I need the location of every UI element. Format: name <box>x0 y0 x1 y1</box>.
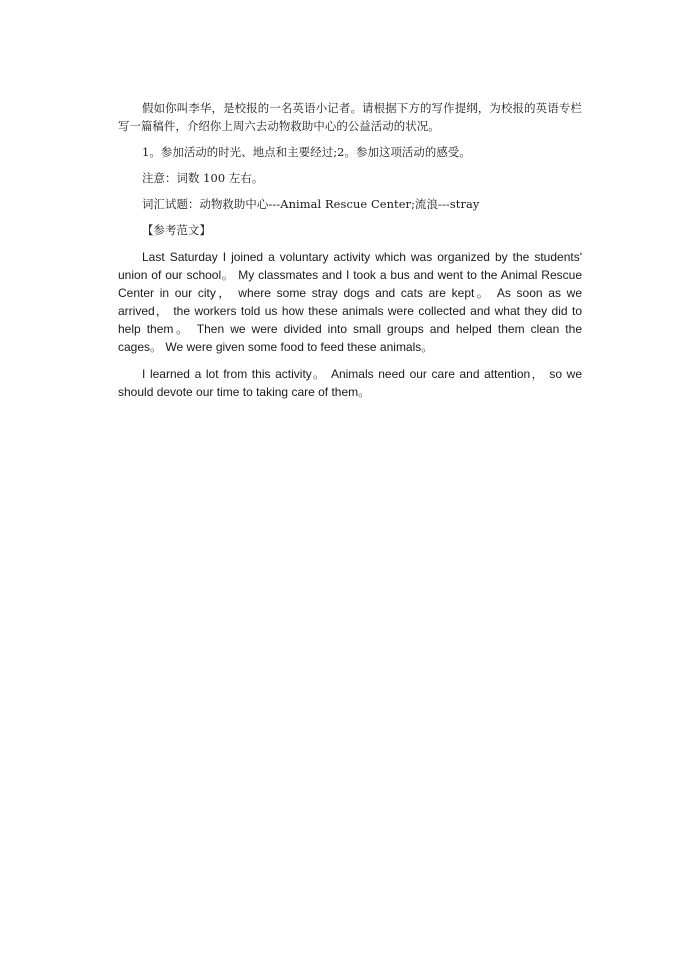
reference-heading: 【参考范文】 <box>142 223 211 237</box>
document-body <box>118 99 582 401</box>
vocabulary-hint: 词汇试题：动物救助中心---Animal Rescue Center;流浪---stray <box>142 197 480 211</box>
word-count-note: 注意：词数 100 左右。 <box>142 171 264 185</box>
writing-prompt: 假如你叫李华，是校报的一名英语小记者。请根据下方的写作提纲，为校报的英语专栏写一篇稿件，介绍你上周六去动物救助中心的公益活动的状况。 <box>118 101 582 133</box>
essay-paragraph-1: Last Saturday I joined a voluntary activity which was organized by the students' union of our school。 My classmates and I took a bus and went to the Animal Rescue Center in our city， where some stray dogs and cats are kept。 As soon as we arrived， the workers told us how these animals were collected and what they did to help them。 Then we were divided into small groups and helped them clean the cages。 We were given some food to feed these animals。 <box>118 250 582 354</box>
writing-outline: 1。参加活动的时光、地点和主要经过;2。参加这项活动的感受。 <box>142 145 471 159</box>
essay-paragraph-2: I learned a lot from this activity。 Animals need our care and attention， so we should devote our time to taking care of them。 <box>118 367 582 399</box>
